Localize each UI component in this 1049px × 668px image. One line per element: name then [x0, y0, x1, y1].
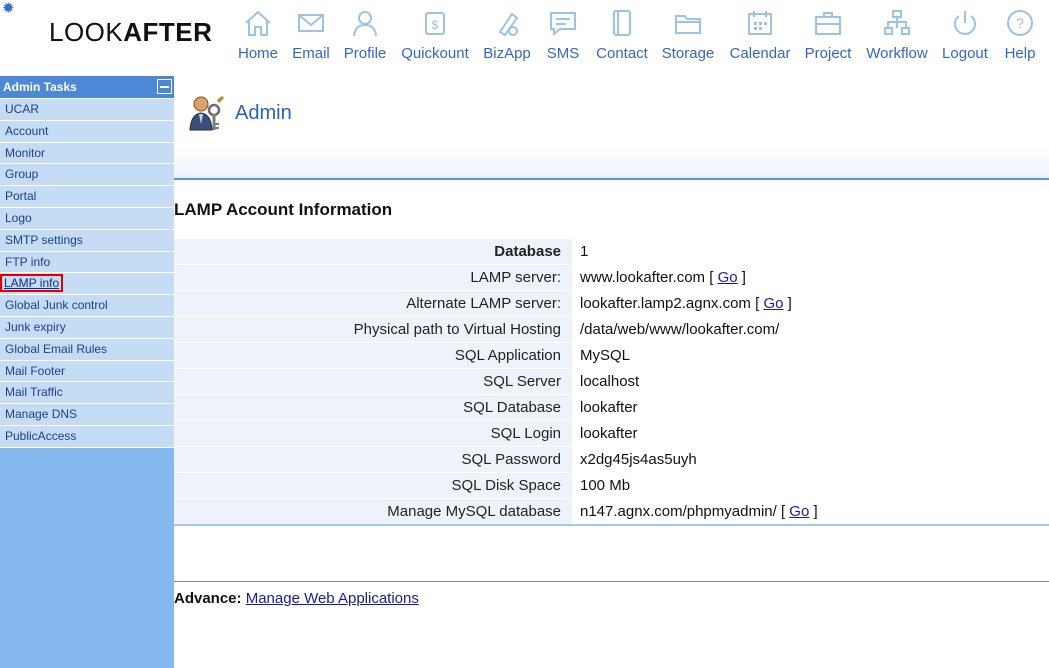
lookafter-logo[interactable]: LOOKAFTER — [49, 17, 213, 47]
sidebar-item-label: Monitor — [5, 145, 46, 160]
workflow-icon — [882, 8, 912, 38]
table-divider — [174, 524, 1049, 526]
sidebar-item-label: Mail Footer — [5, 363, 66, 378]
sidebar-item-label: Mail Traffic — [5, 385, 63, 400]
nav-label: SMS — [546, 45, 580, 62]
sidebar-item-mail-traffic[interactable] — [0, 382, 174, 404]
sidebar-header — [0, 76, 174, 99]
sidebar-item-label: Group — [5, 167, 39, 182]
row-key: Physical path to Virtual Hosting — [174, 317, 572, 343]
admin-banner — [174, 76, 1049, 180]
table-row — [174, 239, 1049, 265]
sidebar-item-portal[interactable] — [0, 186, 174, 208]
row-value: lookafter — [580, 399, 638, 416]
sidebar-item-global-junk-control[interactable] — [0, 295, 174, 317]
go-link[interactable]: Go — [717, 269, 738, 286]
sidebar-item-manage-dns[interactable] — [0, 404, 174, 426]
sidebar-item-account[interactable] — [0, 121, 174, 143]
table-row — [174, 421, 1049, 447]
table-row — [174, 369, 1049, 395]
nav-label: Profile — [343, 45, 387, 62]
profile-icon — [350, 8, 380, 38]
sidebar-item-label: Account — [5, 123, 49, 138]
calendar-icon — [745, 8, 775, 38]
nav-label: Help — [1004, 45, 1036, 62]
table-row — [174, 499, 1049, 525]
row-key: SQL Login — [174, 421, 572, 447]
home-icon — [243, 8, 273, 38]
admin-tasks-sidebar — [0, 76, 174, 668]
nav-quickount[interactable] — [395, 8, 475, 68]
nav-label: Email — [292, 45, 330, 62]
row-value: lookafter.lamp2.agnx.com — [580, 295, 751, 312]
row-value-cell — [572, 239, 1049, 265]
sms-icon — [548, 8, 578, 38]
sidebar-item-group[interactable] — [0, 164, 174, 186]
sidebar-item-mail-footer[interactable] — [0, 361, 174, 383]
sidebar-item-label: FTP info — [5, 254, 51, 269]
email-icon — [296, 8, 326, 38]
nav-label: Quickount — [401, 45, 469, 62]
row-value-cell — [572, 421, 1049, 447]
manage-web-applications-link[interactable]: Manage Web Applications — [245, 590, 419, 607]
table-row — [174, 265, 1049, 291]
sidebar-item-lamp-info[interactable] — [0, 273, 174, 295]
row-key: SQL Application — [174, 343, 572, 369]
row-value-cell — [572, 473, 1049, 499]
sidebar-item-label: Logo — [5, 210, 32, 225]
svg-text:?: ? — [1016, 15, 1024, 31]
row-key: Database — [174, 239, 572, 265]
gear-icon[interactable]: ✹ — [2, 0, 15, 17]
row-key: Alternate LAMP server: — [174, 291, 572, 317]
nav-storage[interactable] — [648, 8, 728, 68]
sidebar-item-label: UCAR — [5, 102, 40, 116]
nav-label: Workflow — [866, 45, 928, 62]
top-header — [0, 0, 1049, 76]
project-icon — [813, 8, 843, 38]
row-key: SQL Database — [174, 395, 572, 421]
sidebar-item-ftp-info[interactable] — [0, 252, 174, 274]
sidebar-item-label: PublicAccess — [5, 428, 77, 443]
sidebar-item-monitor[interactable] — [0, 143, 174, 165]
logout-icon — [950, 8, 980, 38]
table-row — [174, 447, 1049, 473]
nav-label: Storage — [661, 45, 715, 62]
row-value: localhost — [580, 373, 640, 390]
row-value: MySQL — [580, 347, 631, 364]
nav-label: Calendar — [729, 45, 791, 62]
sidebar-item-label: Global Junk control — [5, 298, 108, 313]
go-link[interactable]: Go — [789, 503, 810, 520]
row-value: 100 Mb — [580, 477, 631, 494]
row-value: lookafter — [580, 425, 638, 442]
row-value: x2dg45js4as5uyh — [580, 451, 697, 468]
sidebar-item-logo[interactable] — [0, 208, 174, 230]
sidebar-item-smtp-settings[interactable] — [0, 230, 174, 252]
sidebar-item-global-email-rules[interactable] — [0, 339, 174, 361]
page-title: Admin — [235, 102, 292, 124]
row-key: SQL Password — [174, 447, 572, 473]
sidebar-item-label: Manage DNS — [5, 407, 78, 422]
table-row — [174, 395, 1049, 421]
nav-project[interactable] — [788, 8, 868, 68]
row-key: SQL Server — [174, 369, 572, 395]
sidebar-list — [0, 99, 174, 448]
nav-label: Contact — [596, 45, 648, 62]
row-value: n147.agnx.com/phpmyadmin/ — [580, 503, 777, 520]
quickount-icon — [420, 8, 450, 38]
table-row — [174, 473, 1049, 499]
row-key: Manage MySQL database — [174, 499, 572, 525]
sidebar-item-label: LAMP info — [4, 276, 60, 291]
nav-help[interactable] — [980, 8, 1049, 68]
nav-profile[interactable] — [325, 8, 405, 68]
row-value: www.lookafter.com — [580, 269, 706, 286]
divider — [174, 581, 1049, 582]
nav-label: Logout — [942, 45, 988, 62]
section-title: LAMP Account Information — [174, 200, 393, 219]
sidebar-item-junk-expiry[interactable] — [0, 317, 174, 339]
help-icon — [1005, 8, 1035, 38]
nav-label: Home — [237, 45, 278, 62]
row-key: LAMP server: — [174, 265, 572, 291]
go-link[interactable]: Go — [763, 295, 784, 312]
sidebar-item-label: Junk expiry — [5, 319, 66, 334]
bizapp-icon — [492, 8, 522, 38]
collapse-icon[interactable] — [157, 79, 172, 94]
sidebar-title: Admin Tasks — [3, 80, 77, 94]
sidebar-item-label: Global Email Rules — [5, 341, 108, 356]
table-row — [174, 291, 1049, 317]
row-value-cell — [572, 343, 1049, 369]
table-row — [174, 343, 1049, 369]
storage-icon — [673, 8, 703, 38]
main-content — [174, 76, 1049, 668]
row-key: SQL Disk Space — [174, 473, 572, 499]
row-value: 1 — [580, 243, 589, 260]
sidebar-item-label: Portal — [5, 189, 37, 204]
advance-row — [174, 590, 419, 607]
table-row — [174, 317, 1049, 343]
nav-label: Project — [804, 45, 852, 62]
lamp-info-table — [174, 238, 1049, 525]
nav-label: BizApp — [483, 45, 531, 62]
row-value-cell — [572, 369, 1049, 395]
row-value-cell: n147.agnx.com/phpmyadmin/ [ Go ] — [572, 499, 1049, 525]
row-value: /data/web/www/lookafter.com/ — [580, 321, 780, 338]
sidebar-item-publicaccess[interactable] — [0, 426, 174, 448]
row-value-cell: lookafter.lamp2.agnx.com [ Go ] — [572, 291, 1049, 317]
row-value-cell — [572, 317, 1049, 343]
row-value-cell: www.lookafter.com [ Go ] — [572, 265, 1049, 291]
admin-user-icon — [187, 94, 225, 134]
advance-label: Advance: — [174, 590, 242, 607]
row-value-cell — [572, 395, 1049, 421]
sidebar-item-label: SMTP settings — [5, 232, 83, 247]
svg-text:$: $ — [431, 18, 439, 32]
contact-icon — [607, 8, 637, 38]
row-value-cell — [572, 447, 1049, 473]
sidebar-item-ucar[interactable] — [0, 99, 174, 121]
